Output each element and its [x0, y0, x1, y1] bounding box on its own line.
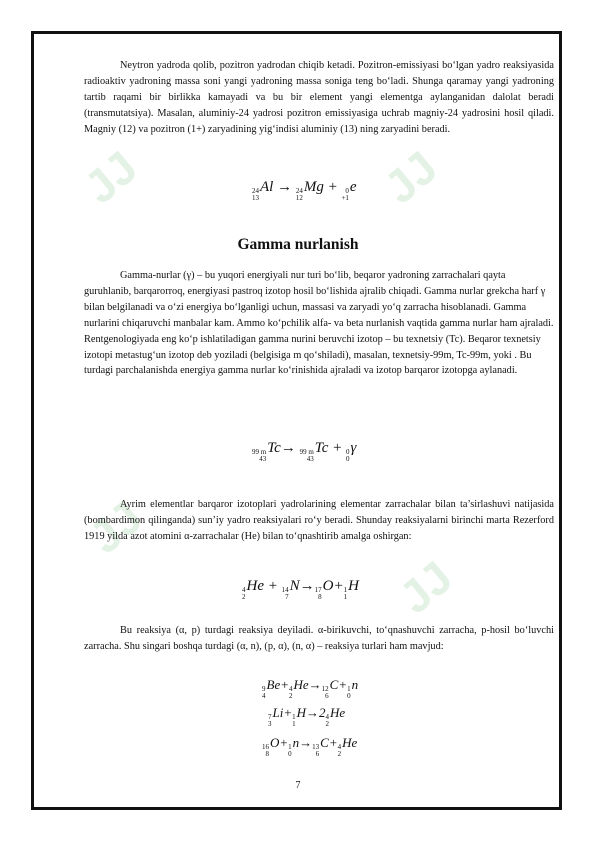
equation-o-n: 16 8 O+ 1 0 n→ 13 6 C+ 4 2 He — [262, 735, 358, 758]
section-heading: Gamma nurlanish — [237, 236, 359, 253]
equation-rutherford: 4 2 He + 14 7 N→ 17 8 O+ 1 1 H — [242, 578, 359, 601]
watermark-logo-1: JJ — [74, 140, 147, 214]
page-number: 7 — [295, 780, 301, 791]
paragraph-reactions: Ayrim elementlar barqaror izotoplari yadrolarining elementar zarrachalar bilan ta’sirlashuvi natijasida (bombardimon qilinganda) sun’iy yadro reaksiyalari ro‘y beradi. Shunday reaksiyalarni birinchi marta Rezerford 1919 yilda azot atomini α-zarrachalar (He) bilan to‘qnashtirib amalga oshirgan: — [84, 499, 554, 542]
equation-be-he: 9 4 Be+ 4 2 He→ 12 6 C+ 1 0 n — [262, 677, 359, 700]
watermark-logo-2: JJ — [374, 140, 447, 214]
paragraph-positron: Neytron yadroda qolib, pozitron yadrodan chiqib ketadi. Pozitron-emissiyasi bo‘lgan yadro reaksiyasida radioaktiv yadroning massa soni yangi yadroning massa soniga teng bo‘ladi. Shunga qaramay yangi yadroning tartib raqami bir birlikka kamayadi va bu bir element yangi elementga aylanganidan dalolat beradi (transmutatsiya). Masalan, aluminiy-24 yadrosi pozitron emissiyasiga uchrab magniy-24 yadrosini hosil qiladi. Magniy (12) va pozitron (1+) zaryadining yig‘indisi aluminiy (13) ning zaryadini beradi. — [84, 60, 554, 135]
equation-tc: 99 m 43 Tc→ 99 m 43 Tc + 0 0 γ — [252, 440, 357, 463]
paragraph-alpha-p: Bu reaksiya (α, p) turdagi reaksiya deyiladi. α-birikuvchi, to‘qnashuvchi zarracha, p-hosil bo‘luvchi zarracha. Shu singari boshqa turdagi (α, n), (p, α), (n, α) – reaksiya turlari ham mavjud: — [84, 625, 554, 652]
equation-li-h: 7 3 Li+ 1 1 H→2 4 2 He — [268, 705, 346, 728]
watermark-logo-3: JJ — [79, 490, 152, 564]
paragraph-gamma: Gamma-nurlar (γ) – bu yuqori energiyali nur turi bo‘lib, beqaror yadroning zarrachalari qayta guruhlanib, barqarorroq, energiyasi pastroq izotop hosil bo‘lishida ajralib chiqadi. Gamma nurlar grekcha harf γ bilan belgilanadi va o‘zi energiya bo‘lganligi uchun, massasi va zaryadi yo‘q zarracha hisoblanadi. Gamma nurlarini chiqaruvchi manbalar kam. Ammo ko‘pchilik alfa- va beta nurlanish vaqtida gamma nurlar ham ajraladi. Rentgenologiyada eng ko‘p ishlatiladigan gamma nurini beruvchi izotop – bu texnetsiy (Tc). Beqaror texnetsiy izotopi metastug‘un izotop deb yoziladi (belgisiga m qo‘shiladi), masalan, texnetsiy-99m, Tc-99m, yoki . Bu turdagi parchalanishda energiya gamma nurlar ko‘rinishida ajraladi va izotop barqaror izotopga aylanadi. — [84, 270, 554, 377]
equation-al-mg: 24 13 Al → 24 12 Mg + 0 +1 e — [252, 179, 357, 202]
watermark-logo-4: JJ — [389, 550, 462, 624]
